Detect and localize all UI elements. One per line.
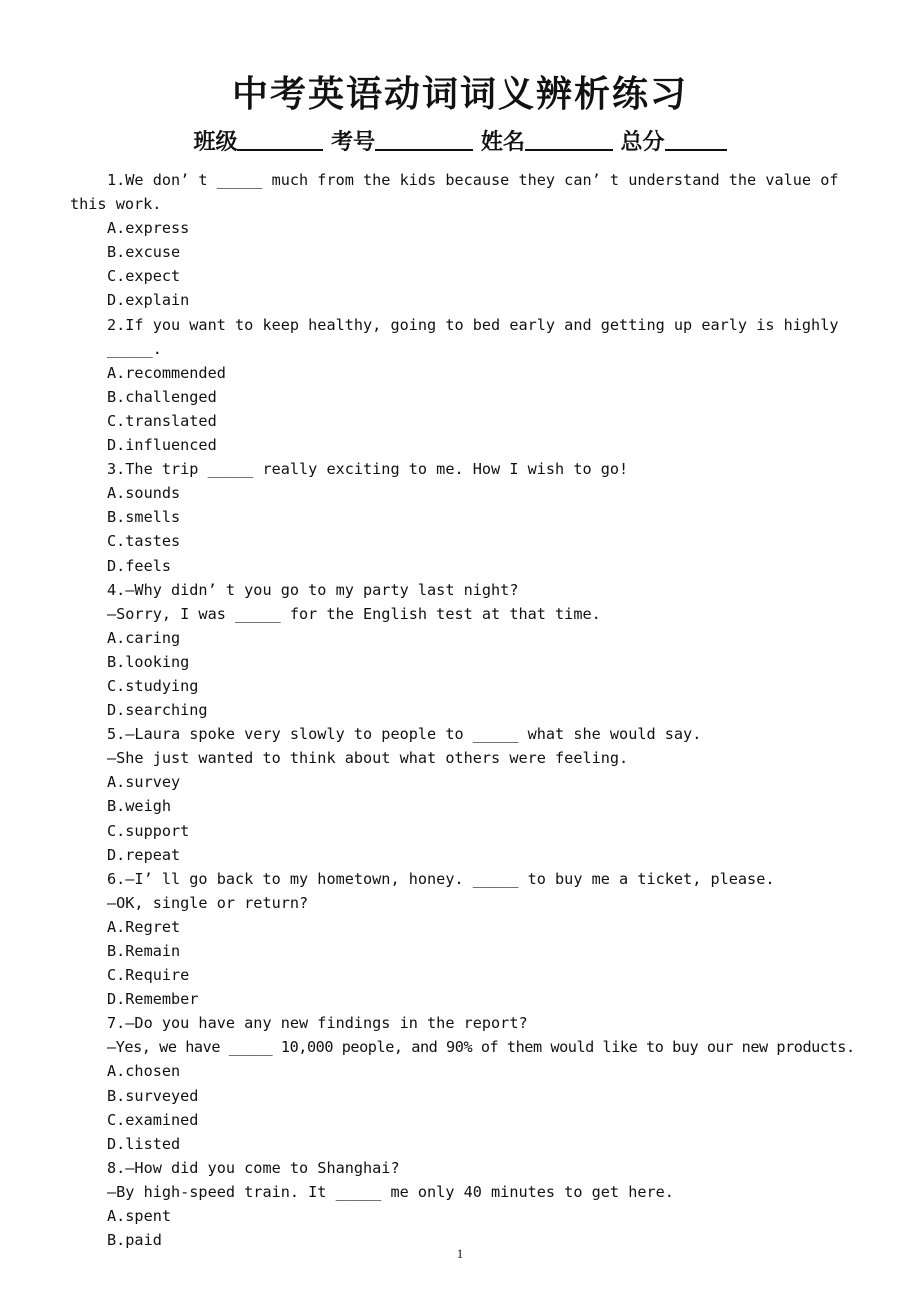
question-stem: 5.—Laura spoke very slowly to people to _____ what she would say. [107,725,702,744]
option-d: D.explain [107,291,190,310]
option-d: D.influenced [107,436,217,455]
option-d: D.searching [107,701,208,720]
question-stem: 1.We don’ t _____ much from the kids because they can’ t understand the value of this work. [70,171,839,214]
option-a: A.survey [107,773,181,792]
question-stem: 6.—I’ ll go back to my hometown, honey. _____ to buy me a ticket, please. [107,869,775,888]
question-stem-reply: —Yes, we have _____ 10,000 people, and 90% of them would like to buy our new products. [107,1038,855,1057]
option-a: A.spent [107,1207,172,1226]
option-a: A.recommended [107,363,226,382]
option-a: A.Regret [107,917,181,936]
score-blank [665,127,727,151]
option-c: C.Require [107,966,190,985]
question-stem-reply: —OK, single or return? [107,893,309,912]
option-b: B.surveyed [107,1086,199,1105]
option-d: D.feels [107,556,172,575]
option-d: D.repeat [107,845,181,864]
option-c: C.tastes [107,532,181,551]
question-stem: 4.—Why didn’ t you go to my party last night? [107,580,519,599]
class-label: 班级 [193,130,238,155]
option-b: B.weigh [107,797,172,816]
option-a: A.sounds [107,484,181,503]
option-d: D.Remember [107,990,199,1009]
option-c: C.support [107,821,190,840]
page-title: 中考英语动词词义辨析练习 [231,74,688,115]
question-stem: 2.If you want to keep healthy, going to bed early and getting up early is highly _____. [107,315,848,358]
option-a: A.express [107,219,190,238]
option-c: C.examined [107,1110,199,1129]
question-stem: 3.The trip _____ really exciting to me. How I wish to go! [107,460,629,479]
question-stem-reply: —Sorry, I was _____ for the English test at that time. [107,604,601,623]
option-c: C.translated [107,411,217,430]
question-stem-reply: —By high-speed train. It _____ me only 40 minutes to get here. [107,1182,674,1201]
question-stem: 8.—How did you come to Shanghai? [107,1158,400,1177]
name-label: 姓名 [480,130,525,155]
page-number: 1 [456,1246,464,1261]
option-b: B.paid [107,1231,162,1250]
number-blank [375,127,473,151]
option-d: D.listed [107,1134,181,1153]
student-info-line [0,126,920,160]
name-blank [525,127,613,151]
class-blank [237,127,323,151]
option-c: C.studying [107,676,199,695]
question-stem: 7.—Do you have any new findings in the report? [107,1014,528,1033]
question-stem-reply: —She just wanted to think about what others were feeling. [107,749,629,768]
option-b: B.smells [107,508,181,527]
score-label: 总分 [620,130,665,155]
option-b: B.looking [107,652,190,671]
option-b: B.excuse [107,243,181,262]
option-c: C.expect [107,267,181,286]
option-a: A.chosen [107,1062,181,1081]
option-a: A.caring [107,628,181,647]
option-b: B.Remain [107,942,181,960]
number-label: 考号 [331,130,376,155]
option-b: B.challenged [107,387,217,406]
question-list [70,168,860,1252]
